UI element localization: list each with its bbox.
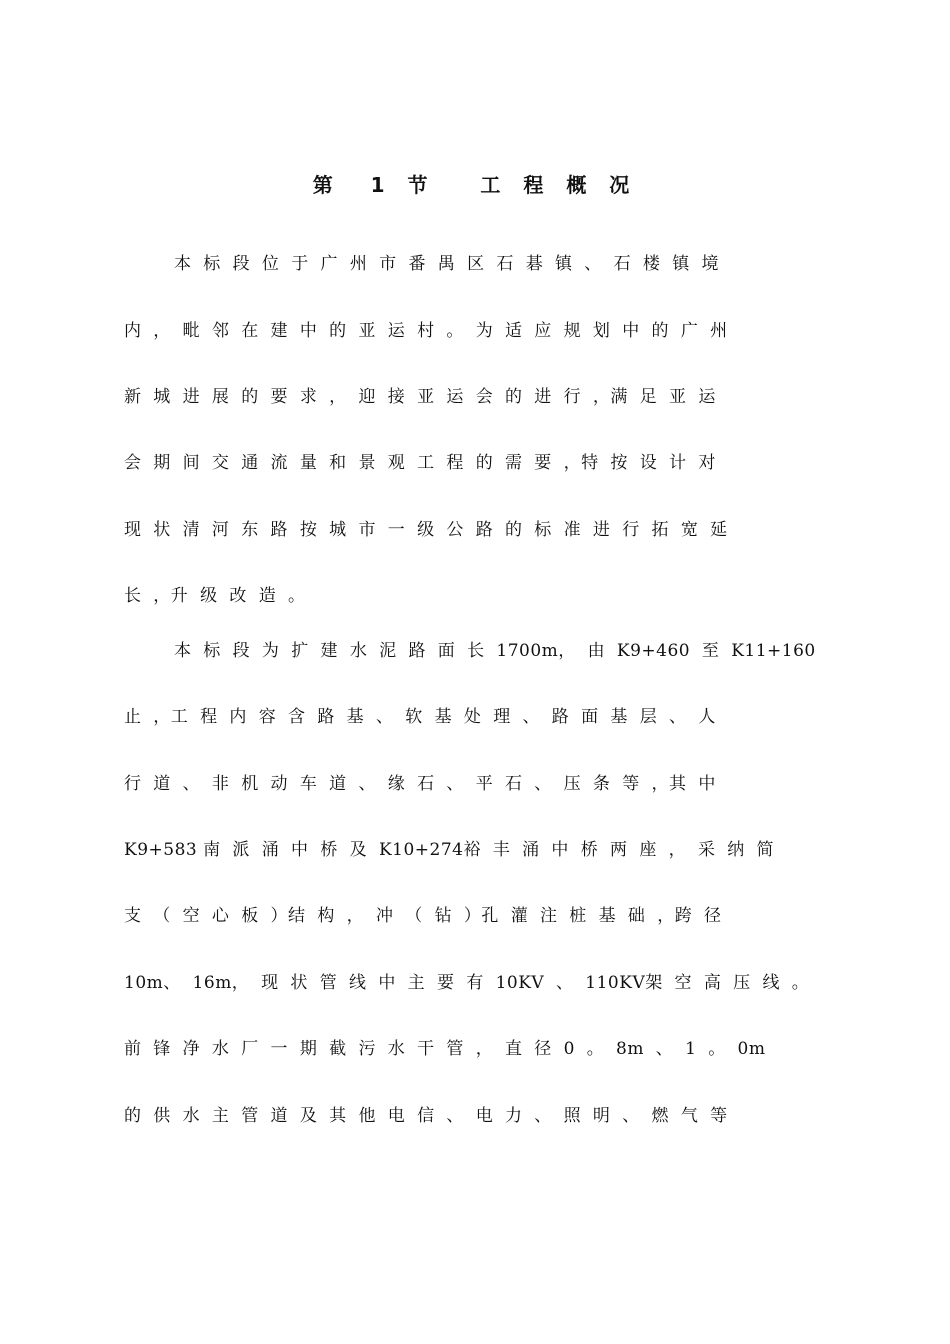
- paragraph-line: 会 期 间 交 通 流 量 和 景 观 工 程 的 需 要 ，特 按 设 计 对: [124, 453, 716, 473]
- paragraph-line: 前 锋 净 水 厂 一 期 截 污 水 干 管 ， 直 径 0 。 8m 、 1 。 0m: [124, 1039, 766, 1059]
- paragraph-line: 行 道 、 非 机 动 车 道 、 缘 石 、 平 石 、 压 条 等 ，其 中: [124, 774, 716, 794]
- paragraph-line: 现 状 清 河 东 路 按 城 市 一 级 公 路 的 标 准 进 行 拓 宽 延: [124, 520, 728, 540]
- paragraph-line: 支 （ 空 心 板 ）结 构 ， 冲 （ 钻 ）孔 灌 注 桩 基 础 ，跨 径: [124, 906, 722, 926]
- paragraph-line: 止 ，工 程 内 容 含 路 基 、 软 基 处 理 、 路 面 基 层 、 人: [124, 707, 716, 727]
- paragraph-line: 新 城 进 展 的 要 求 ， 迎 接 亚 运 会 的 进 行 ，满 足 亚 运: [124, 387, 716, 407]
- paragraph-line: K9+583 南 派 涌 中 桥 及 K10+274裕 丰 涌 中 桥 两 座 ， 采 纳 简: [124, 840, 775, 860]
- paragraph-line: 长 ，升 级 改 造 。: [124, 586, 306, 606]
- paragraph-line: 的 供 水 主 管 道 及 其 他 电 信 、 电 力 、 照 明 、 燃 气 等: [124, 1106, 728, 1126]
- paragraph-line: 10m、 16m， 现 状 管 线 中 主 要 有 10KV 、 110KV架 空 高 压 线 。: [124, 973, 810, 993]
- paragraph-line: 本 标 段 为 扩 建 水 泥 路 面 长 1700m， 由 K9+460 至 K11+160: [174, 641, 816, 661]
- paragraph-line: 内 ， 毗 邻 在 建 中 的 亚 运 村 。 为 适 应 规 划 中 的 广 州: [124, 321, 728, 341]
- paragraph-line: 本 标 段 位 于 广 州 市 番 禺 区 石 碁 镇 、 石 楼 镇 境: [174, 254, 720, 274]
- section-title: 第 1 节 工 程 概 况: [312, 173, 638, 197]
